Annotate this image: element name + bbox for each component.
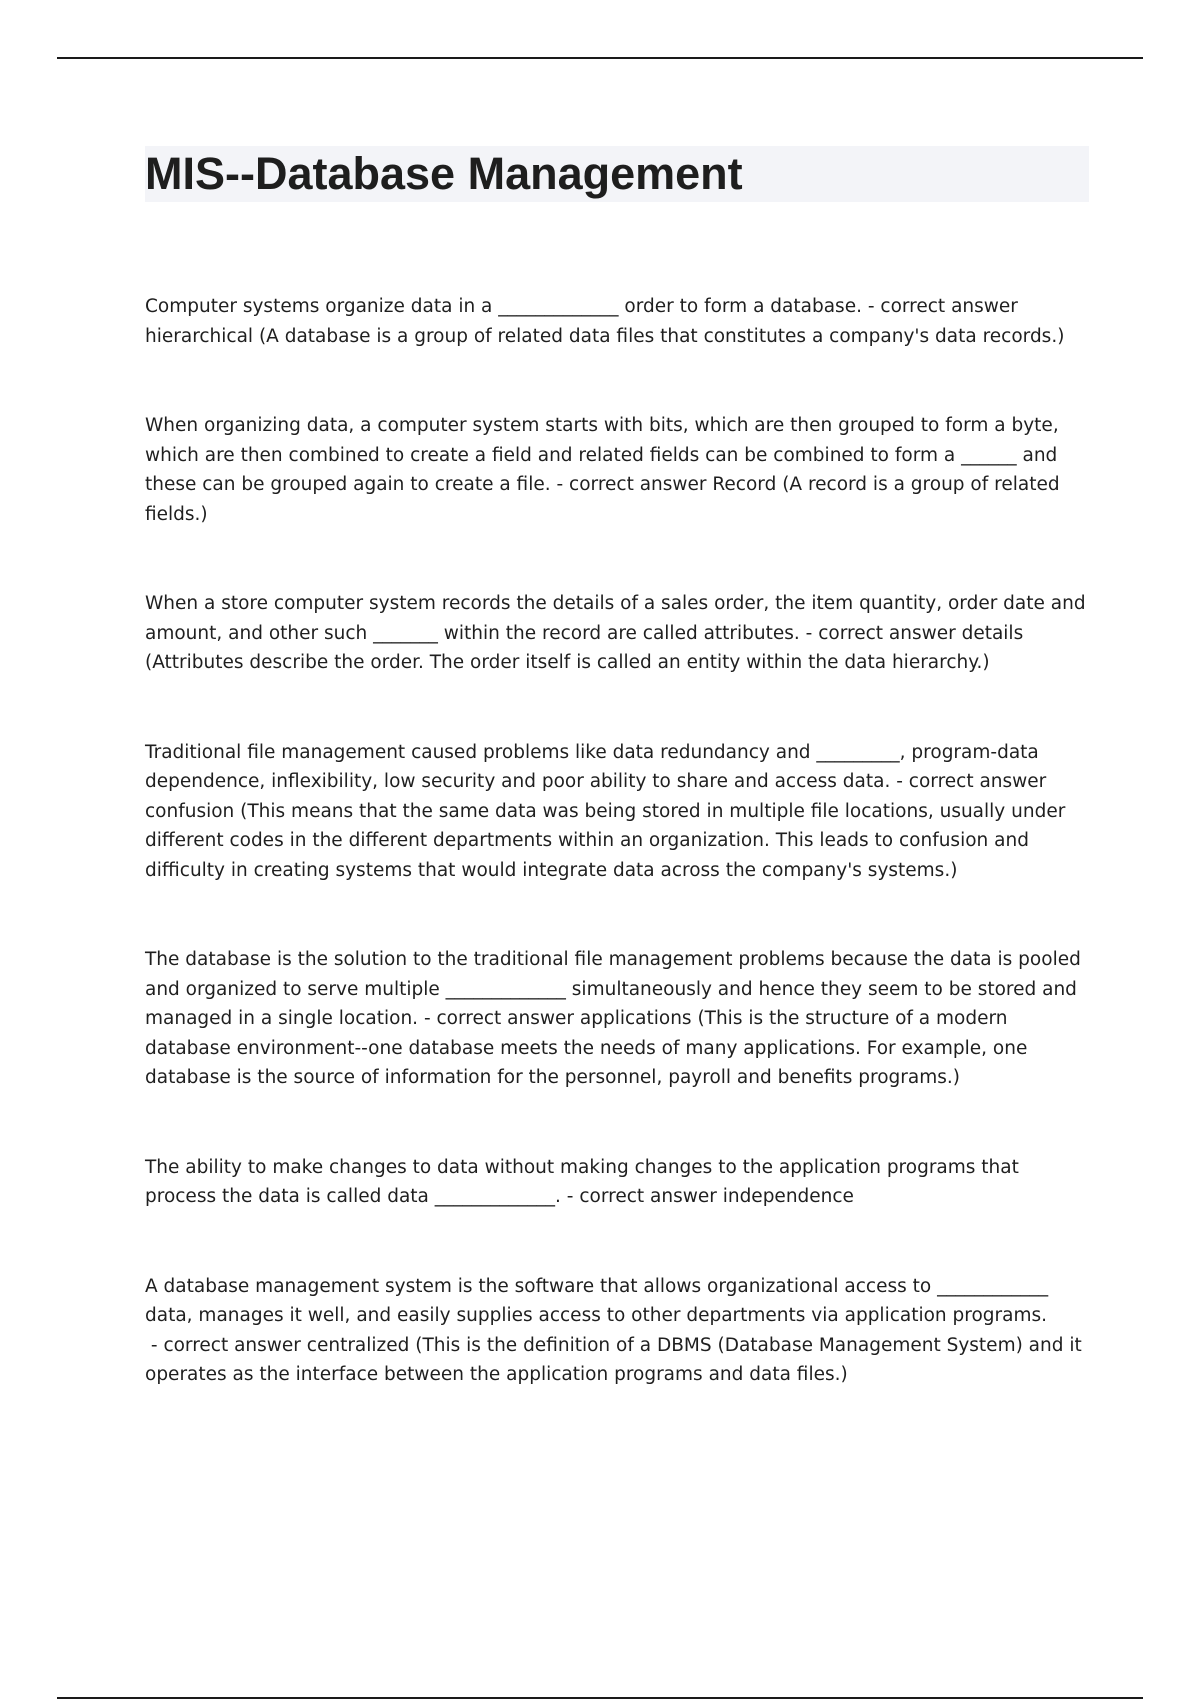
separator: - [799, 622, 819, 644]
separator: - [418, 1008, 437, 1029]
answer: correct answer independence [579, 1186, 854, 1207]
question: Traditional file management caused problems like data redundancy and _________, program-data dependence, inflexibility, low security and poor ability to share and access data. [145, 741, 1039, 792]
question: When a store computer system records the details of a sales order, the item quantity, order date and amount, and other such _______ within the record are called attributes. [145, 593, 1086, 644]
qa-item-7 [145, 1272, 1095, 1390]
qa-list [145, 292, 1095, 1390]
separator: - [861, 296, 881, 317]
separator: - [145, 1334, 164, 1356]
bottom-rule [57, 1697, 1143, 1699]
answer: correct answer Record (A record is a group of related fields.) [145, 474, 1060, 525]
qa-item-3 [145, 589, 1095, 678]
question: Computer systems organize data in a _____________ order to form a database. [145, 296, 862, 317]
answer: correct answer details (Attributes describe the order. The order itself is called an entity within the data hierarchy.) [145, 622, 1024, 673]
question: The database is the solution to the traditional file management problems because the data is pooled and organized to serve multiple _____________ simultaneously and hence they seem to be stored and managed in a single location. [145, 949, 1081, 1029]
answer: correct answer confusion (This means that the same data was being stored in multiple file locations, usually under different codes in the different departments within an organization. This leads to confusion and difficulty in creating systems that would integrate data across the company's systems.) [145, 771, 1066, 881]
answer: correct answer centralized (This is the definition of a DBMS (Database Management System) and it operates as the interface between the application programs and data files.) [145, 1334, 1082, 1385]
qa-item-6 [145, 1153, 1095, 1212]
question: When organizing data, a computer system starts with bits, which are then grouped to form a byte, which are then combined to create a field and related fields can be combined to form a ______ and these can be grouped again to create a file. [145, 415, 1059, 495]
qa-item-5 [145, 945, 1095, 1093]
separator: - [550, 474, 570, 495]
question: A database management system is the software that allows organizational access to ____________ data, manages it well, and easily supplies access to other departments via application programs. [145, 1275, 1049, 1326]
separator: - [560, 1186, 580, 1207]
qa-item-2 [145, 411, 1095, 529]
qa-item-1 [145, 292, 1095, 351]
answer: correct answer hierarchical (A database is a group of related data files that constitutes a company's data records.) [145, 296, 1065, 347]
separator: - [890, 771, 909, 792]
page-title: MIS--Database Management [145, 148, 743, 199]
qa-item-4 [145, 738, 1095, 886]
answer: correct answer applications (This is the structure of a modern database environment--one database meets the needs of many applications. For example, one database is the source of information for the personnel, payroll and benefits programs.) [145, 1008, 1028, 1088]
question: The ability to make changes to data without making changes to the application programs that process the data is called data _____________. [145, 1156, 1019, 1207]
top-rule [57, 57, 1143, 59]
